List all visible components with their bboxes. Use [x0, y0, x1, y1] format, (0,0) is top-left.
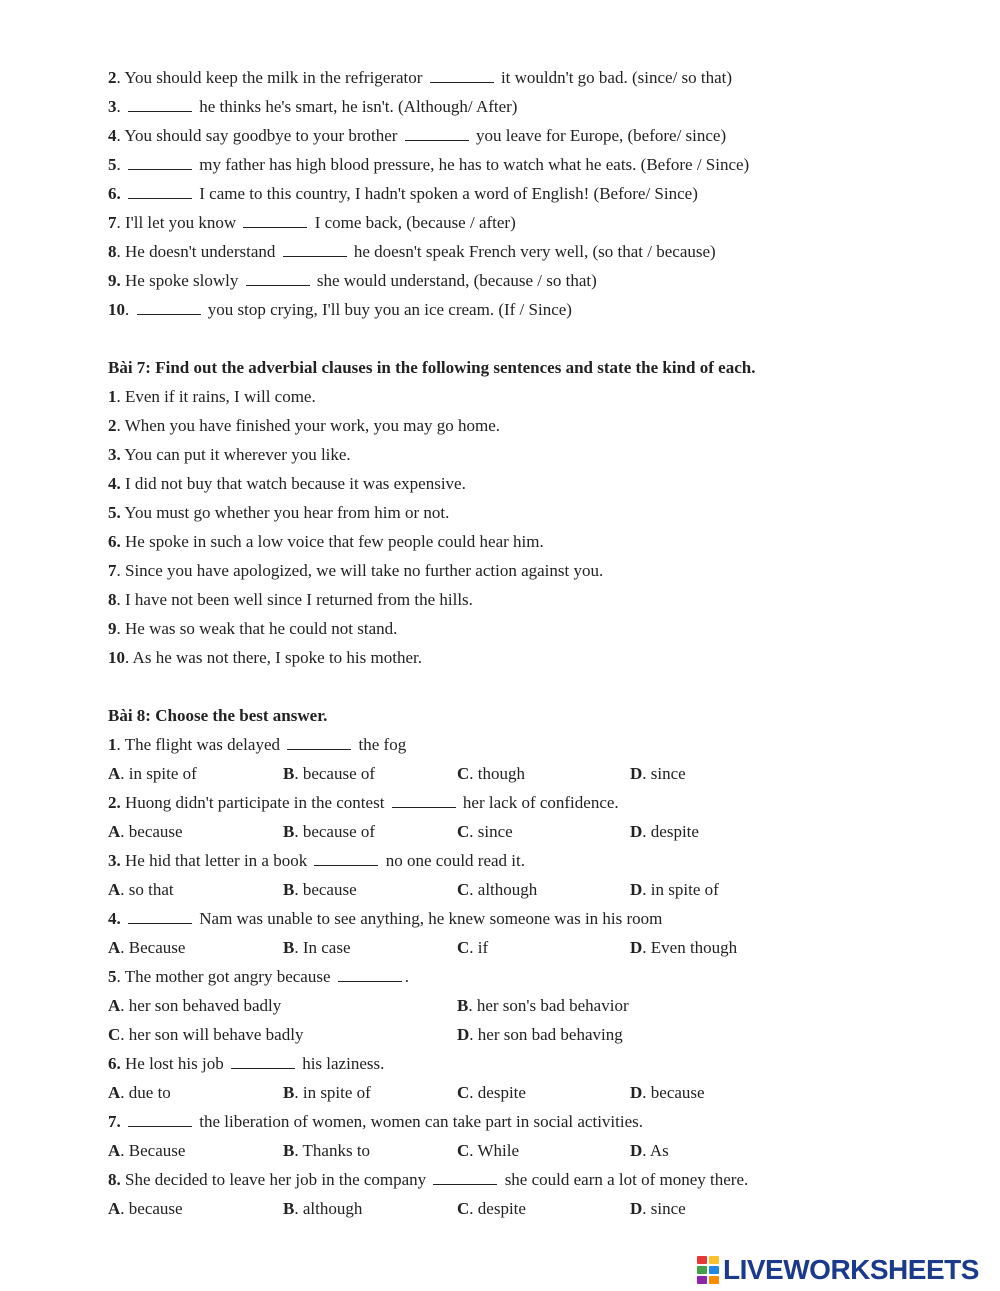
option-c[interactable] — [457, 1194, 526, 1223]
ex6-item — [108, 63, 968, 92]
answer-blank — [283, 241, 347, 257]
item-number: 1 — [108, 735, 117, 754]
item-number: 2 — [108, 416, 117, 435]
option-text: despite — [646, 822, 699, 841]
option-letter: C — [457, 764, 470, 783]
option-text: due to — [124, 1083, 171, 1102]
item-text: He spoke in such a low voice that few people could hear him. — [120, 532, 544, 551]
item-text-before: . I'll let you know — [116, 213, 241, 232]
option-text: her son bad behaving — [473, 1025, 623, 1044]
option-text: because — [124, 822, 183, 841]
item-text-after: Nam was unable to see anything, he knew someone was in his room — [195, 909, 663, 928]
logo-mark-block — [697, 1266, 707, 1274]
item-number: 4 — [108, 126, 117, 145]
option-c[interactable] — [108, 1020, 303, 1049]
option-text: since — [473, 822, 513, 841]
item-text-after: . — [404, 967, 410, 986]
option-text: because — [298, 880, 357, 899]
option-separator: . — [294, 880, 299, 899]
item-number: 9. — [108, 271, 121, 290]
option-a[interactable] — [108, 817, 183, 846]
answer-blank — [128, 96, 192, 112]
item-text: . Even if it rains, I will come. — [116, 387, 316, 406]
item-text-after: it wouldn't go bad. (since/ so that) — [496, 68, 733, 87]
option-letter: C — [457, 822, 470, 841]
option-text: although — [298, 1199, 363, 1218]
option-separator: . — [642, 1141, 647, 1160]
item-text-before — [121, 1112, 125, 1131]
item-text-before: . He doesn't understand — [116, 242, 280, 261]
option-letter: D — [630, 1141, 643, 1160]
option-text: in spite of — [298, 1083, 371, 1102]
option-separator: . — [469, 1141, 474, 1160]
answer-options — [108, 817, 968, 846]
option-c[interactable] — [457, 1136, 519, 1165]
item-text-before — [121, 909, 125, 928]
item-text-before: He lost his job — [120, 1054, 228, 1073]
item-text-after: her lack of confidence. — [458, 793, 619, 812]
option-letter: C — [108, 1025, 121, 1044]
ex7-item — [108, 527, 968, 556]
ex6-item — [108, 237, 968, 266]
item-number: 8 — [108, 242, 117, 261]
ex7-item — [108, 382, 968, 411]
item-text-before: . The mother got angry because — [116, 967, 335, 986]
option-letter: C — [457, 1199, 470, 1218]
option-letter: B — [283, 1141, 295, 1160]
option-d[interactable] — [630, 1194, 686, 1223]
option-text: despite — [473, 1199, 526, 1218]
option-text: because of — [298, 822, 376, 841]
option-d[interactable] — [630, 1078, 705, 1107]
option-text: because — [646, 1083, 705, 1102]
item-text-after: I come back, (because / after) — [310, 213, 516, 232]
answer-blank — [231, 1053, 295, 1069]
item-text-before: . You should keep the milk in the refrigerator — [116, 68, 427, 87]
answer-blank — [392, 792, 456, 808]
option-letter: B — [283, 1083, 295, 1102]
logo-mark-block — [709, 1256, 719, 1264]
option-d[interactable] — [630, 817, 699, 846]
item-text-before: She decided to leave her job in the company — [120, 1170, 431, 1189]
item-number: 5 — [108, 967, 117, 986]
option-text: since — [646, 764, 686, 783]
item-number: 3. — [108, 851, 121, 870]
option-letter: A — [108, 1199, 121, 1218]
option-c[interactable] — [457, 1078, 526, 1107]
option-text: While — [473, 1141, 520, 1160]
ex6-item — [108, 179, 968, 208]
answer-options — [108, 991, 968, 1020]
option-separator: . — [120, 880, 125, 899]
ex7-item — [108, 614, 968, 643]
option-separator: . — [642, 764, 647, 783]
option-separator: . — [120, 822, 125, 841]
ex8-question — [108, 846, 968, 875]
item-number: 6. — [108, 1054, 121, 1073]
answer-blank — [433, 1169, 497, 1185]
answer-options — [108, 875, 968, 904]
option-separator: . — [469, 938, 474, 957]
answer-blank — [243, 212, 307, 228]
option-letter: B — [283, 1199, 295, 1218]
option-separator: . — [642, 938, 647, 957]
ex8-question — [108, 962, 968, 991]
option-text: in spite of — [124, 764, 197, 783]
option-d[interactable] — [630, 759, 686, 788]
answer-blank — [137, 299, 201, 315]
ex7-item — [108, 440, 968, 469]
option-separator: . — [120, 764, 125, 783]
ex7-item — [108, 469, 968, 498]
answer-options — [108, 933, 968, 962]
option-b[interactable] — [283, 1136, 370, 1165]
ex8-question — [108, 788, 968, 817]
option-d[interactable] — [630, 933, 737, 962]
option-letter: B — [283, 880, 295, 899]
item-number: 8 — [108, 590, 117, 609]
option-a[interactable] — [108, 875, 174, 904]
option-separator: . — [120, 1199, 125, 1218]
option-separator: . — [642, 1199, 647, 1218]
item-text-before: . You should say goodbye to your brother — [116, 126, 402, 145]
option-b[interactable] — [283, 1194, 362, 1223]
answer-options — [108, 759, 968, 788]
option-letter: A — [108, 764, 121, 783]
exercise-7 — [108, 353, 968, 672]
item-text-after: the liberation of women, women can take part in social activities. — [195, 1112, 643, 1131]
item-text-after: no one could read it. — [381, 851, 525, 870]
option-letter: B — [283, 822, 295, 841]
option-c[interactable] — [457, 875, 537, 904]
ex8-heading: Bài 8: Choose the best answer. — [108, 706, 328, 725]
logo-text: LIVEWORKSHEETS — [723, 1254, 979, 1285]
option-letter: B — [283, 764, 295, 783]
ex7-item — [108, 556, 968, 585]
item-text-before: . — [116, 155, 125, 174]
option-a[interactable] — [108, 991, 281, 1020]
item-number: 10 — [108, 648, 125, 667]
option-separator: . — [468, 996, 473, 1015]
option-text: Because — [124, 1141, 186, 1160]
item-text: I did not buy that watch because it was expensive. — [120, 474, 466, 493]
option-letter: A — [108, 996, 121, 1015]
ex8-question — [108, 904, 968, 933]
item-text-before: . — [116, 97, 125, 116]
option-a[interactable] — [108, 933, 185, 962]
item-number: 6. — [108, 532, 121, 551]
option-c[interactable] — [457, 933, 488, 962]
option-text: As — [646, 1141, 669, 1160]
option-b[interactable] — [283, 933, 351, 962]
item-text: You can put it wherever you like. — [120, 445, 351, 464]
option-separator: . — [294, 1083, 299, 1102]
option-letter: D — [630, 880, 643, 899]
answer-blank — [287, 734, 351, 750]
option-text: Even though — [646, 938, 738, 957]
option-d[interactable] — [630, 875, 719, 904]
answer-options — [108, 1020, 968, 1049]
logo-mark-block — [697, 1256, 707, 1264]
option-separator: . — [469, 1025, 474, 1044]
answer-blank — [246, 270, 310, 286]
section-spacer — [108, 672, 968, 701]
item-number: 2. — [108, 793, 121, 812]
option-letter: D — [630, 1083, 643, 1102]
ex8-question — [108, 1165, 968, 1194]
option-separator: . — [120, 1025, 125, 1044]
option-letter: A — [108, 1083, 121, 1102]
option-text: Thanks to — [298, 1141, 371, 1160]
section-spacer — [108, 324, 968, 353]
item-text: . I have not been well since I returned from the hills. — [116, 590, 473, 609]
liveworksheets-logo — [697, 1253, 979, 1287]
item-text-after: you leave for Europe, (before/ since) — [471, 126, 727, 145]
item-text-after: I came to this country, I hadn't spoken a word of English! (Before/ Since) — [195, 184, 698, 203]
option-text: because — [124, 1199, 183, 1218]
option-letter: D — [630, 1199, 643, 1218]
option-letter: A — [108, 1141, 121, 1160]
option-b[interactable] — [457, 991, 629, 1020]
option-b[interactable] — [283, 1078, 371, 1107]
ex6-item — [108, 295, 968, 324]
item-text-before — [121, 184, 125, 203]
answer-blank — [128, 154, 192, 170]
ex6-item — [108, 121, 968, 150]
item-number: 1 — [108, 387, 117, 406]
answer-blank — [405, 125, 469, 141]
item-number: 3 — [108, 97, 117, 116]
option-d[interactable] — [630, 1136, 669, 1165]
option-letter: D — [457, 1025, 470, 1044]
option-text: if — [473, 938, 489, 957]
item-number: 10 — [108, 300, 125, 319]
answer-blank — [338, 966, 402, 982]
exercise-6 — [108, 63, 968, 324]
worksheet-page — [108, 63, 968, 1223]
option-text: In case — [298, 938, 351, 957]
ex8-question — [108, 730, 968, 759]
option-text: despite — [473, 1083, 526, 1102]
item-text-after: she could earn a lot of money there. — [500, 1170, 749, 1189]
item-text-after: the fog — [354, 735, 407, 754]
ex8-question — [108, 1049, 968, 1078]
item-number: 4. — [108, 909, 121, 928]
logo-mark-block — [709, 1266, 719, 1274]
option-separator: . — [294, 822, 299, 841]
option-b[interactable] — [283, 817, 375, 846]
option-text: her son behaved badly — [124, 996, 282, 1015]
item-text-before: . The flight was delayed — [116, 735, 285, 754]
item-number: 5. — [108, 503, 121, 522]
option-separator: . — [469, 1199, 474, 1218]
answer-blank — [128, 1111, 192, 1127]
item-text-after: my father has high blood pressure, he has to watch what he eats. (Before / Since) — [195, 155, 750, 174]
option-separator: . — [120, 938, 125, 957]
ex7-item — [108, 585, 968, 614]
answer-blank — [128, 908, 192, 924]
answer-blank — [128, 183, 192, 199]
option-separator: . — [642, 1083, 647, 1102]
answer-options — [108, 1078, 968, 1107]
item-text: You must go whether you hear from him or not. — [120, 503, 450, 522]
option-separator: . — [120, 996, 125, 1015]
option-d[interactable] — [457, 1020, 623, 1049]
item-text-after: he thinks he's smart, he isn't. (Although/ After) — [195, 97, 518, 116]
logo-mark-icon — [697, 1256, 719, 1284]
option-letter: A — [108, 938, 121, 957]
option-separator: . — [642, 880, 647, 899]
option-letter: B — [283, 938, 295, 957]
option-b[interactable] — [283, 875, 357, 904]
item-text-after: he doesn't speak French very well, (so that / because) — [349, 242, 716, 261]
answer-options — [108, 1194, 968, 1223]
exercise-8 — [108, 701, 968, 1223]
item-number: 7 — [108, 213, 117, 232]
option-a[interactable] — [108, 759, 197, 788]
logo-mark-block — [697, 1276, 707, 1284]
option-a[interactable] — [108, 1136, 185, 1165]
option-separator: . — [469, 822, 474, 841]
option-letter: C — [457, 880, 470, 899]
item-text-before: . — [125, 300, 134, 319]
option-letter: B — [457, 996, 469, 1015]
item-text-before: He hid that letter in a book — [120, 851, 312, 870]
item-number: 5 — [108, 155, 117, 174]
item-number: 2 — [108, 68, 117, 87]
option-a[interactable] — [108, 1194, 183, 1223]
option-text: though — [473, 764, 526, 783]
logo-mark-block — [709, 1276, 719, 1284]
option-text: Because — [124, 938, 186, 957]
item-text-before: He spoke slowly — [120, 271, 243, 290]
item-text: . When you have finished your work, you may go home. — [116, 416, 501, 435]
ex7-item — [108, 643, 968, 672]
option-separator: . — [294, 1141, 299, 1160]
option-letter: A — [108, 880, 121, 899]
item-text-after: his laziness. — [297, 1054, 385, 1073]
option-a[interactable] — [108, 1078, 171, 1107]
option-text: in spite of — [646, 880, 719, 899]
ex7-item — [108, 411, 968, 440]
option-separator: . — [294, 1199, 299, 1218]
option-text: although — [473, 880, 538, 899]
option-letter: D — [630, 764, 643, 783]
item-number: 9 — [108, 619, 117, 638]
option-b[interactable] — [283, 759, 375, 788]
ex8-question — [108, 1107, 968, 1136]
answer-options — [108, 1136, 968, 1165]
item-number: 4. — [108, 474, 121, 493]
option-separator: . — [469, 764, 474, 783]
option-letter: D — [630, 938, 643, 957]
option-separator: . — [294, 764, 299, 783]
option-separator: . — [120, 1083, 125, 1102]
answer-blank — [314, 850, 378, 866]
item-text: . As he was not there, I spoke to his mother. — [125, 648, 422, 667]
option-letter: C — [457, 1141, 470, 1160]
option-letter: D — [630, 822, 643, 841]
option-c[interactable] — [457, 817, 513, 846]
item-number: 8. — [108, 1170, 121, 1189]
option-separator: . — [469, 880, 474, 899]
ex7-heading: Bài 7: Find out the adverbial clauses in the following sentences and state the kind of each. — [108, 358, 756, 377]
item-number: 7 — [108, 561, 117, 580]
option-letter: A — [108, 822, 121, 841]
option-text: her son's bad behavior — [472, 996, 629, 1015]
option-text: her son will behave badly — [124, 1025, 304, 1044]
ex6-item — [108, 150, 968, 179]
item-number: 7. — [108, 1112, 121, 1131]
item-text: . Since you have apologized, we will take no further action against you. — [116, 561, 604, 580]
option-letter: C — [457, 1083, 470, 1102]
item-number: 3. — [108, 445, 121, 464]
option-text: since — [646, 1199, 686, 1218]
option-separator: . — [120, 1141, 125, 1160]
option-text: because of — [298, 764, 376, 783]
item-text-after: you stop crying, I'll buy you an ice cream. (If / Since) — [203, 300, 572, 319]
option-separator: . — [642, 822, 647, 841]
item-number: 6. — [108, 184, 121, 203]
ex6-item — [108, 208, 968, 237]
option-c[interactable] — [457, 759, 525, 788]
option-letter: C — [457, 938, 470, 957]
option-separator: . — [469, 1083, 474, 1102]
item-text-before: Huong didn't participate in the contest — [120, 793, 389, 812]
item-text: . He was so weak that he could not stand. — [116, 619, 398, 638]
option-separator: . — [294, 938, 299, 957]
answer-blank — [430, 67, 494, 83]
ex7-item — [108, 498, 968, 527]
option-text: so that — [124, 880, 174, 899]
item-text-after: she would understand, (because / so that) — [312, 271, 597, 290]
ex6-item — [108, 266, 968, 295]
ex6-item — [108, 92, 968, 121]
